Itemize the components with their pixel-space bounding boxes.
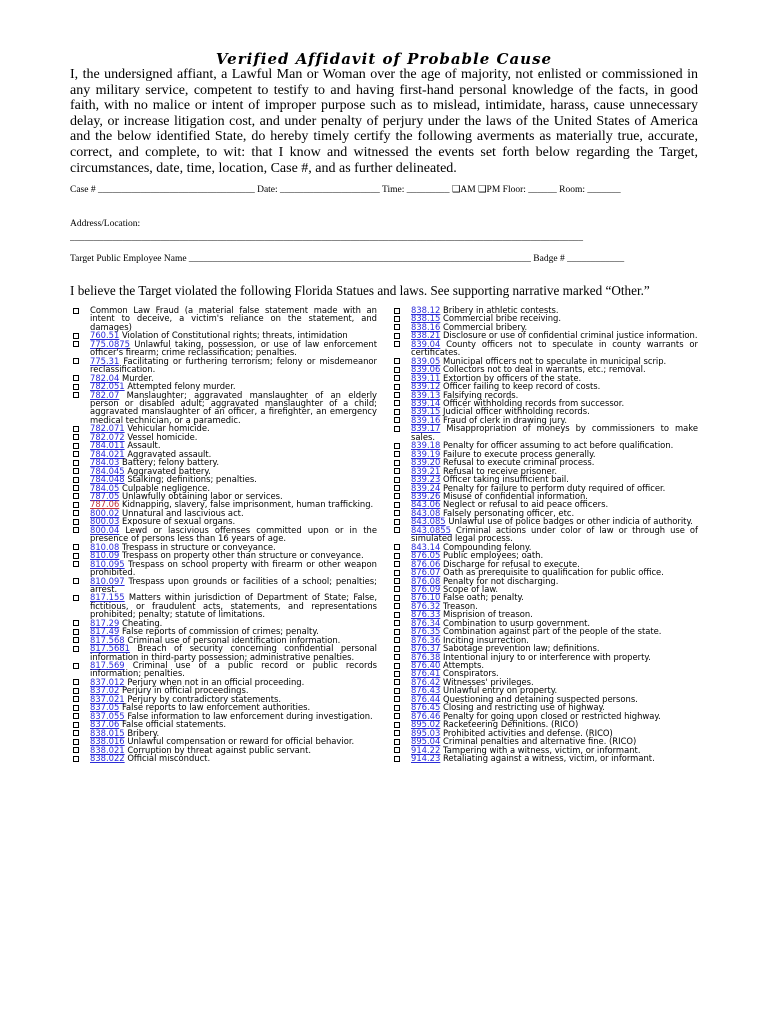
statute-description: Unlawfully obtaining labor or services. <box>121 490 283 501</box>
statute-link[interactable]: 876.32 <box>411 600 441 611</box>
statute-description: Aggravated battery. <box>127 465 211 476</box>
statute-link[interactable]: 895.04 <box>411 736 441 747</box>
checkbox-square-icon[interactable] <box>394 747 400 753</box>
intro-paragraph: I, the undersigned affiant, a Lawful Man or Woman over the age of majority, not enlisted or commissioned in any military service, competent to testify to and having first-hand personal knowledge of the facts, in good faith, with no malice or intent of improper purpose such as to mislead, intimidate, harass, cause unnecessary delay, or increase litigation cost, and under penalty of perjury under the laws of the United States of America and the below identified State, do hereby timely certify the following averments as materially true, accurate, correct, and complete, to wit: that I know and witnessed the events set forth below regarding the Target, circumstances, date, time, location, Case #, and as further delineated. <box>70 67 698 176</box>
checkbox-square-icon[interactable] <box>394 392 400 398</box>
statute-link[interactable]: 838.21 <box>411 330 441 341</box>
statute-link[interactable]: 876.37 <box>411 643 441 654</box>
statute-link[interactable]: 775.0875 <box>90 338 130 349</box>
statute-description: Trespass on school property with firearm or other weapon prohibited. <box>90 558 377 578</box>
statute-item <box>72 661 377 678</box>
checkbox-square-icon[interactable] <box>73 696 79 702</box>
statute-link[interactable]: 817.569 <box>90 660 125 671</box>
checkbox-square-icon[interactable] <box>73 485 79 491</box>
statute-description: False reports of commission of crimes; penalty. <box>121 626 319 637</box>
statute-description: Vessel homicide. <box>127 431 198 442</box>
statute-link[interactable]: 895.03 <box>411 727 441 738</box>
statute-description: Criminal actions under color of law or through use of simulated legal process. <box>411 524 698 544</box>
statute-description: Falsifying records. <box>442 389 519 400</box>
statute-link[interactable]: 837.02 <box>90 685 120 696</box>
statute-link[interactable]: 838.15 <box>411 313 441 324</box>
statute-description: Combination to usurp government. <box>442 617 591 628</box>
checkbox-square-icon[interactable] <box>73 460 79 466</box>
statute-link[interactable]: 784.048 <box>90 474 125 485</box>
statute-description: Officer taking insufficient bail. <box>442 474 569 485</box>
checkbox-square-icon[interactable] <box>394 679 400 685</box>
statute-link[interactable]: 839.23 <box>411 474 441 485</box>
checkbox-square-icon[interactable] <box>394 705 400 711</box>
checkbox-square-icon[interactable] <box>73 722 79 728</box>
statute-lead-text: I believe the Target violated the following Florida Statues and laws. See supporting narrative marked “Other.” <box>70 283 650 298</box>
statute-description: Inciting insurrection. <box>442 634 529 645</box>
statute-link[interactable]: 876.33 <box>411 609 441 620</box>
statute-description: Unnatural and lascivious act. <box>121 507 244 518</box>
checkbox-square-icon[interactable] <box>394 367 400 373</box>
checkbox-square-icon[interactable] <box>73 519 79 525</box>
target-name-line[interactable]: Target Public Employee Name ________________________________________________________________________ Badge # ____________ <box>70 254 625 264</box>
statute-description: Intentional injury to or interference with property. <box>442 651 651 662</box>
checkbox-square-icon[interactable] <box>394 409 400 415</box>
statute-link[interactable]: 843.08 <box>411 507 441 518</box>
statute-link[interactable]: 817.155 <box>90 592 125 603</box>
checkbox-square-icon[interactable] <box>394 400 400 406</box>
statute-description: Disclosure or use of confidential criminal justice information. <box>442 330 698 341</box>
statute-item <box>393 754 698 762</box>
statute-description: Public employees; oath. <box>442 550 544 561</box>
statute-description: Unlawful entry on property. <box>442 685 558 696</box>
checkbox-square-icon[interactable] <box>73 468 79 474</box>
statute-description: Breach of security concerning confidential personal information in third-party possession; administrative penalties. <box>90 643 377 662</box>
statute-description: Assault. <box>127 440 161 451</box>
statute-description: Violation of Constitutional rights; threats, intimidation <box>121 330 348 341</box>
checkbox-square-icon[interactable] <box>394 561 400 567</box>
checkbox-square-icon[interactable] <box>394 739 400 745</box>
statute-description: Refusal to receive prisoner. <box>442 465 558 476</box>
case-info-line[interactable]: Case # _________________________________ Date: _____________________ Time: _________ ❑AM ❑PM Floor: ______ Room: _______ <box>70 185 621 195</box>
statute-link[interactable]: 810.08 <box>90 541 120 552</box>
statute-description: Falsely personating officer, etc. <box>442 507 575 518</box>
statute-description: Cheating. <box>121 617 163 628</box>
checkbox-square-icon[interactable] <box>73 688 79 694</box>
statute-description: Sabotage prevention law; definitions. <box>442 643 600 654</box>
statute-description: Municipal officers not to speculate in municipal scrip. <box>442 355 667 366</box>
statute-link[interactable]: 839.06 <box>411 364 441 375</box>
statute-description: Manslaughter; aggravated manslaughter of an elderly person or disabled adult; aggravated manslaughter of a child; aggravated manslaughter of an officer, a firefighter, an emergency medical technician, or a paramedic. <box>90 389 377 425</box>
checkbox-square-icon[interactable] <box>394 358 400 364</box>
statute-link[interactable]: 838.022 <box>90 753 125 764</box>
statute-link[interactable]: 782.04 <box>90 372 120 383</box>
statute-description: False oath; penalty. <box>442 592 524 603</box>
statute-description: Exposure of sexual organs. <box>121 516 236 527</box>
checkbox-square-icon[interactable] <box>73 705 79 711</box>
statute-description: Witnesses' privileges. <box>442 676 534 687</box>
checkbox-square-icon[interactable] <box>394 502 400 508</box>
statute-description: Closing and restricting use of highway. <box>442 702 605 713</box>
statute-link[interactable]: 839.13 <box>411 389 441 400</box>
statute-link[interactable]: 839.26 <box>411 490 441 501</box>
checkbox-square-icon[interactable] <box>394 417 400 423</box>
statute-description: Extortion by officers of the state. <box>442 372 582 383</box>
statute-link[interactable]: 810.095 <box>90 558 125 569</box>
checkbox-square-icon[interactable] <box>73 747 79 753</box>
statute-description: Fraud of clerk in drawing jury. <box>442 414 567 425</box>
checkbox-square-icon[interactable] <box>394 612 400 618</box>
statute-link[interactable]: 839.20 <box>411 457 441 468</box>
document-title: Verified Affidavit of Probable Cause <box>215 50 553 68</box>
statute-link[interactable]: 800.04 <box>90 524 120 535</box>
statute-description: Matters within jurisdiction of Department of State; False, fictitious, or fraudulent acts, statements, and representations prohibited; penalty; statute of limitations. <box>90 592 378 620</box>
statute-description: Officer withholding records from successor. <box>442 397 625 408</box>
statute-link[interactable]: 839.18 <box>411 440 441 451</box>
statute-link[interactable]: 784.045 <box>90 465 125 476</box>
statute-link[interactable]: 810.09 <box>90 550 120 561</box>
statute-link[interactable]: 839.12 <box>411 381 441 392</box>
statute-link[interactable]: 876.45 <box>411 702 441 713</box>
checkbox-square-icon[interactable] <box>73 730 79 736</box>
checkbox-square-icon[interactable] <box>73 646 79 652</box>
checkbox-square-icon[interactable] <box>394 485 400 491</box>
checkbox-square-icon[interactable] <box>73 713 79 719</box>
statute-link[interactable]: 817.5681 <box>90 643 130 654</box>
statute-link[interactable]: 914.22 <box>411 744 441 755</box>
checkbox-square-icon[interactable] <box>394 519 400 525</box>
checkbox-square-icon[interactable] <box>394 460 400 466</box>
statute-link[interactable]: 837.06 <box>90 719 120 730</box>
statute-description: Trespass upon grounds or facilities of a school; penalties; arrest. <box>90 575 377 594</box>
statute-link[interactable]: 843.085 <box>411 516 446 527</box>
statute-description: Racketeering Definitions. (RICO) <box>442 719 579 730</box>
checkbox-square-icon[interactable] <box>394 324 400 330</box>
statute-description: False reports to law enforcement authorities. <box>121 702 311 713</box>
statute-link[interactable]: 760.51 <box>90 330 120 341</box>
checkbox-square-icon[interactable] <box>394 443 400 449</box>
statute-link[interactable]: 876.46 <box>411 710 441 721</box>
checkbox-square-icon[interactable] <box>73 595 79 601</box>
checkbox-square-icon[interactable] <box>394 663 400 669</box>
statute-description: Commercial bribe receiving. <box>442 313 562 324</box>
statute-link[interactable]: 784.03 <box>90 457 120 468</box>
statute-link[interactable]: 817.49 <box>90 626 120 637</box>
statute-description: Penalty for officer assuming to act before qualification. <box>442 440 674 451</box>
statute-link[interactable]: 782.051 <box>90 381 125 392</box>
checkbox-square-icon[interactable] <box>394 713 400 719</box>
checkbox-square-icon[interactable] <box>73 477 79 483</box>
checkbox-square-icon[interactable] <box>394 333 400 339</box>
statute-link[interactable]: 839.11 <box>411 372 441 383</box>
checkbox-square-icon[interactable] <box>394 620 400 626</box>
statute-link[interactable]: 876.44 <box>411 693 441 704</box>
statute-link[interactable]: 876.06 <box>411 558 441 569</box>
statute-link[interactable]: 782.07 <box>90 389 120 400</box>
statute-link[interactable]: 810.097 <box>90 575 125 586</box>
statute-description: Perjury by contradictory statements. <box>127 693 282 704</box>
statute-link[interactable]: 817.568 <box>90 634 125 645</box>
statute-description: Conspirators. <box>442 668 499 679</box>
statute-link[interactable]: 837.055 <box>90 710 125 721</box>
statute-description: Common Law Fraud (a material false statement made with an intent to deceive, a victim's reliance on the statement, and damages) <box>90 305 377 332</box>
statute-link[interactable]: 800.02 <box>90 507 120 518</box>
statute-description: Failure to execute process generally. <box>442 448 596 459</box>
statute-description: Judicial officer withholding records. <box>442 406 590 417</box>
checkbox-square-icon[interactable] <box>73 756 79 762</box>
statute-link[interactable]: 837.021 <box>90 693 125 704</box>
checkbox-square-icon[interactable] <box>73 739 79 745</box>
checkbox-square-icon[interactable] <box>394 654 400 660</box>
checkbox-square-icon[interactable] <box>73 663 79 669</box>
checkbox-square-icon[interactable] <box>73 527 79 533</box>
statute-description: Bribery in athletic contests. <box>442 305 559 315</box>
statute-item <box>72 593 377 618</box>
statute-link[interactable]: 843.14 <box>411 541 441 552</box>
checkbox-square-icon[interactable] <box>394 468 400 474</box>
checkbox-square-icon[interactable] <box>73 544 79 550</box>
statute-description: Collectors not to deal in warrants, etc.; removal. <box>442 364 646 375</box>
statute-description: Vehicular homicide. <box>127 423 210 434</box>
checkbox-square-icon[interactable] <box>394 756 400 762</box>
statute-link[interactable]: 876.10 <box>411 592 441 603</box>
statute-description: Unlawful taking, possession, or use of law enforcement officer's firearm; crime reclassification; penalties. <box>90 338 377 358</box>
statute-link[interactable]: 787.06 <box>90 499 120 510</box>
statute-description: Misappropriation of moneys by commissioners to make sales. <box>411 423 698 442</box>
statute-item <box>72 357 377 374</box>
statute-link[interactable]: 876.09 <box>411 583 441 594</box>
statute-item <box>72 340 377 357</box>
checkbox-square-icon[interactable] <box>394 553 400 559</box>
statute-description: Oath as prerequisite to qualification for public office. <box>442 567 664 578</box>
statute-description: Penalty for not discharging. <box>442 575 559 586</box>
checkbox-square-icon[interactable] <box>394 586 400 592</box>
checkbox-square-icon[interactable] <box>394 308 400 314</box>
checkbox-square-icon[interactable] <box>73 426 79 432</box>
statute-description: Unlawful use of police badges or other indicia of authority. <box>448 516 693 527</box>
statute-item <box>393 424 698 441</box>
statute-item <box>72 754 377 762</box>
statute-link[interactable]: 782.072 <box>90 431 125 442</box>
statute-description: Discharge for refusal to execute. <box>442 558 580 569</box>
checkbox-square-icon[interactable] <box>394 629 400 635</box>
statute-description: Compounding felony. <box>442 541 532 552</box>
checkbox-square-icon[interactable] <box>394 671 400 677</box>
statute-description: Treason. <box>442 600 478 611</box>
statute-description: Commercial bribery. <box>442 321 528 332</box>
checkbox-square-icon[interactable] <box>73 679 79 685</box>
statute-link[interactable]: 876.40 <box>411 660 441 671</box>
statute-description: Prohibited activities and defense. (RICO) <box>442 727 613 738</box>
statute-description: Battery; felony battery. <box>121 457 219 468</box>
statute-description: Trespass on property other than structure or conveyance. <box>121 550 364 561</box>
checkbox-square-icon[interactable] <box>73 493 79 499</box>
statute-link[interactable]: 876.35 <box>411 626 441 637</box>
checkbox-square-icon[interactable] <box>73 375 79 381</box>
statute-item <box>72 306 377 331</box>
statute-link[interactable]: 800.03 <box>90 516 120 527</box>
statute-link[interactable]: 784.021 <box>90 448 125 459</box>
statute-description: Attempts. <box>442 660 485 671</box>
address-label: Address/Location: <box>70 219 141 229</box>
statute-link[interactable]: 838.016 <box>90 736 125 747</box>
statute-item <box>72 526 377 543</box>
statute-link[interactable]: 838.16 <box>411 321 441 332</box>
checkbox-square-icon[interactable] <box>394 341 400 347</box>
statute-description: Tampering with a witness, victim, or informant. <box>442 744 641 755</box>
statute-description: Criminal use of a public record or public records information; penalties. <box>90 660 377 679</box>
checkbox-square-icon[interactable] <box>73 434 79 440</box>
statute-description: Corruption by threat against public servant. <box>127 744 312 755</box>
statute-description: Penalty for going upon closed or restricted highway. <box>442 710 661 721</box>
statute-link[interactable]: 837.05 <box>90 702 120 713</box>
checkbox-square-icon[interactable] <box>73 502 79 508</box>
statute-link[interactable]: 839.19 <box>411 448 441 459</box>
statute-link[interactable]: 839.17 <box>411 423 441 434</box>
statute-description: Criminal use of personal identification information. <box>127 634 341 645</box>
statute-description: False information to law enforcement during investigation. <box>127 710 373 721</box>
checkbox-square-icon[interactable] <box>73 553 79 559</box>
checkbox-square-icon[interactable] <box>394 451 400 457</box>
statute-description: Penalty for failure to perform duty required of officer. <box>442 482 666 493</box>
statute-link[interactable]: 914.23 <box>411 753 441 764</box>
statute-link[interactable]: 839.15 <box>411 406 441 417</box>
statute-link[interactable]: 837.012 <box>90 676 125 687</box>
checkbox-square-icon[interactable] <box>394 637 400 643</box>
checkbox-square-icon[interactable] <box>73 620 79 626</box>
statute-link[interactable]: 782.071 <box>90 423 125 434</box>
statute-link[interactable]: 838.12 <box>411 305 441 315</box>
statute-description: Facilitating or furthering terrorism; felony or misdemeanor reclassification. <box>90 355 377 375</box>
address-field[interactable]: ____________________________________________________________________________________________________________ <box>70 233 583 243</box>
statute-item <box>393 340 698 357</box>
statute-description: County officers not to speculate in county warrants or certificates. <box>411 338 698 358</box>
statute-link[interactable]: 784.05 <box>90 482 120 493</box>
checkbox-square-icon[interactable] <box>73 341 79 347</box>
statute-item <box>72 644 377 661</box>
statute-description: Retaliating against a witness, victim, or informant. <box>442 753 655 764</box>
statute-link[interactable]: 784.011 <box>90 440 125 451</box>
checkbox-square-icon[interactable] <box>394 527 400 533</box>
checkbox-square-icon[interactable] <box>394 426 400 432</box>
statute-item <box>393 526 698 543</box>
statute-link[interactable]: 839.24 <box>411 482 441 493</box>
statute-description: Misuse of confidential information. <box>442 490 588 501</box>
checkbox-square-icon[interactable] <box>394 646 400 652</box>
checkbox-square-icon[interactable] <box>73 384 79 390</box>
statute-description: Criminal penalties and alternative fine. (RICO) <box>442 736 637 747</box>
statute-link[interactable]: 838.021 <box>90 744 125 755</box>
statute-link[interactable]: 876.08 <box>411 575 441 586</box>
statute-description: Scope of law. <box>442 583 499 594</box>
checkbox-square-icon[interactable] <box>73 443 79 449</box>
checkbox-square-icon[interactable] <box>394 722 400 728</box>
statute-description: Attempted felony murder. <box>127 381 236 392</box>
statute-list-right <box>393 306 698 762</box>
checkbox-square-icon[interactable] <box>394 688 400 694</box>
statute-description: Lewd or lascivious offenses committed upon or in the presence of persons less than 16 years of age. <box>90 524 377 544</box>
statute-item <box>72 577 377 594</box>
statute-link[interactable]: 817.29 <box>90 617 120 628</box>
statute-link[interactable]: 876.36 <box>411 634 441 645</box>
statute-description: Murder. <box>121 372 154 383</box>
statute-link[interactable]: 775.31 <box>90 355 120 366</box>
checkbox-square-icon[interactable] <box>73 333 79 339</box>
checkbox-square-icon[interactable] <box>73 629 79 635</box>
statute-link[interactable]: 843.0855 <box>411 524 451 535</box>
statute-description: Perjury in official proceedings. <box>121 685 249 696</box>
statute-link[interactable]: 876.07 <box>411 567 441 578</box>
checkbox-square-icon[interactable] <box>73 451 79 457</box>
statute-description: Aggravated assault. <box>127 448 212 459</box>
statute-description: Combination against part of the people of the state. <box>442 626 662 637</box>
checkbox-square-icon[interactable] <box>73 637 79 643</box>
checkbox-square-icon[interactable] <box>73 561 79 567</box>
statute-description: Misprision of treason. <box>442 609 533 620</box>
statute-link[interactable]: 876.42 <box>411 676 441 687</box>
checkbox-square-icon[interactable] <box>394 510 400 516</box>
checkbox-square-icon[interactable] <box>394 603 400 609</box>
statute-description: Bribery. <box>127 727 160 738</box>
statute-link[interactable]: 876.38 <box>411 651 441 662</box>
statute-list-left <box>72 306 377 762</box>
checkbox-square-icon[interactable] <box>73 510 79 516</box>
statute-link[interactable]: 787.05 <box>90 490 120 501</box>
statute-description: Refusal to execute criminal process. <box>442 457 595 468</box>
statute-description: Kidnapping, slavery, false imprisonment, human trafficking. <box>121 499 374 510</box>
statute-item <box>72 560 377 577</box>
statute-link[interactable]: 876.05 <box>411 550 441 561</box>
statute-link[interactable]: 876.41 <box>411 668 441 679</box>
checkbox-square-icon[interactable] <box>73 578 79 584</box>
checkbox-square-icon[interactable] <box>394 375 400 381</box>
statute-link[interactable]: 839.16 <box>411 414 441 425</box>
checkbox-square-icon[interactable] <box>73 358 79 364</box>
checkbox-square-icon[interactable] <box>394 316 400 322</box>
statute-link[interactable]: 838.015 <box>90 727 125 738</box>
statute-description: Official misconduct. <box>127 753 211 764</box>
statute-link[interactable]: 839.21 <box>411 465 441 476</box>
statute-description: Stalking; definitions; penalties. <box>127 474 257 485</box>
checkbox-square-icon[interactable] <box>394 493 400 499</box>
statute-link[interactable]: 843.06 <box>411 499 441 510</box>
statute-description: Unlawful compensation or reward for official behavior. <box>127 736 355 747</box>
statute-description: Officer failing to keep record of costs. <box>442 381 601 392</box>
statute-description: Culpable negligence. <box>121 482 210 493</box>
statute-link[interactable]: 876.34 <box>411 617 441 628</box>
statute-link[interactable]: 895.02 <box>411 719 441 730</box>
checkbox-square-icon[interactable] <box>394 477 400 483</box>
statute-description: Neglect or refusal to aid peace officers. <box>442 499 609 510</box>
statute-link[interactable]: 876.43 <box>411 685 441 696</box>
checkbox-square-icon[interactable] <box>394 570 400 576</box>
checkbox-square-icon[interactable] <box>394 696 400 702</box>
statute-item <box>72 391 377 425</box>
statute-description: Trespass in structure or conveyance. <box>121 541 276 552</box>
checkbox-square-icon[interactable] <box>73 392 79 398</box>
statute-link[interactable]: 839.04 <box>411 338 441 349</box>
statute-description: False official statements. <box>121 719 227 730</box>
checkbox-square-icon[interactable] <box>394 730 400 736</box>
checkbox-square-icon[interactable] <box>394 595 400 601</box>
checkbox-square-icon[interactable] <box>73 308 79 314</box>
checkbox-square-icon[interactable] <box>394 384 400 390</box>
statute-link[interactable]: 839.14 <box>411 397 441 408</box>
statute-description: Questioning and detaining suspected persons. <box>442 693 638 704</box>
statute-description: Perjury when not in an official proceeding. <box>127 676 305 687</box>
checkbox-square-icon[interactable] <box>394 544 400 550</box>
statute-link[interactable]: 839.05 <box>411 355 441 366</box>
checkbox-square-icon[interactable] <box>394 578 400 584</box>
